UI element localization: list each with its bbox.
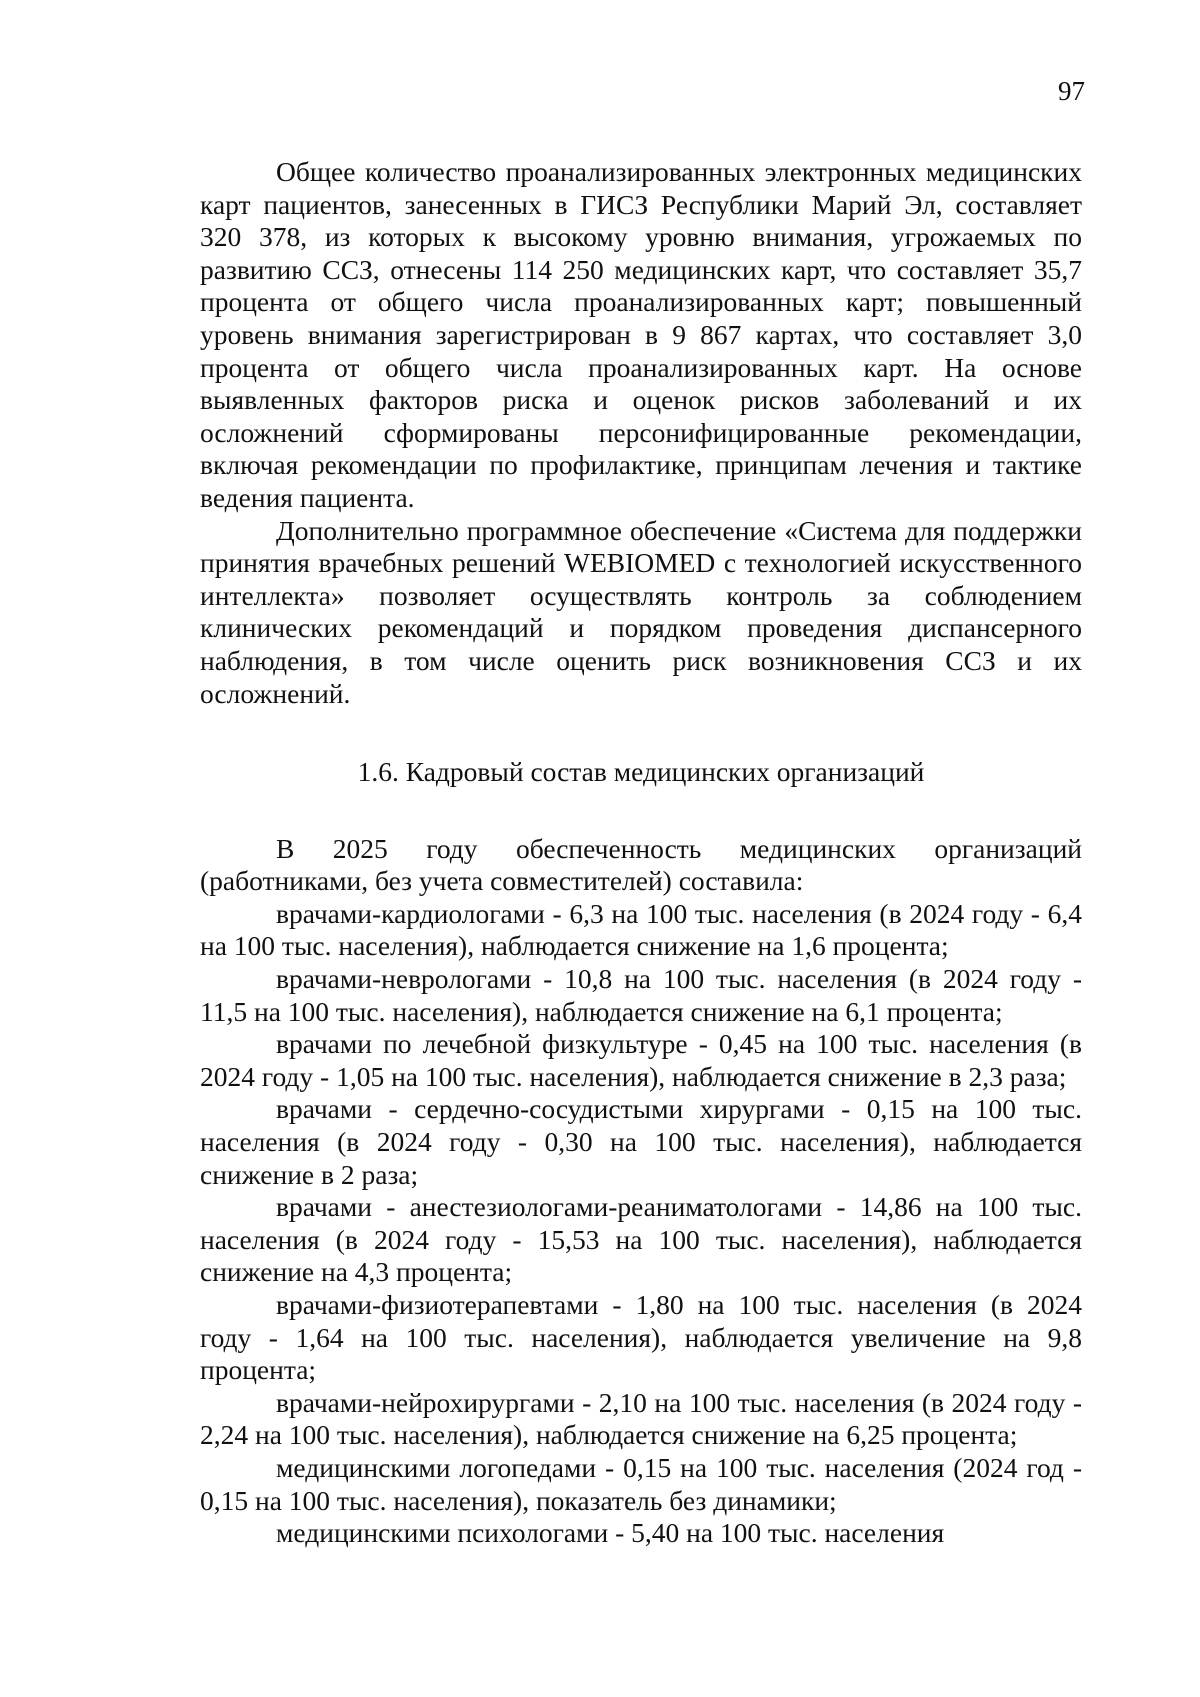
paragraph-neurologists: врачами-неврологами - 10,8 на 100 тыс. населения (в 2024 году - 11,5 на 100 тыс. населения), наблюдается снижение на 6,1 процента; xyxy=(200,963,1082,1027)
paragraph-analyzed-cards: Общее количество проанализированных электронных медицинских карт пациентов, занесенных в ГИСЗ Республики Марий Эл, составляет 320 378, из которых к высокому уровню внимания, угрожаемых по развитию ССЗ, отнесены 114 250 медицинских карт, что составляет 35,7 процента от общего числа проанализированных карт; повышенный уровень внимания зарегистрирован в 9 867 картах, что составляет 3,0 процента от общего числа проанализированных карт. На основе выявленных факторов риска и оценок рисков заболеваний и их осложнений сформированы персонифицированные рекомендации, включая рекомендации по профилактике, принципам лечения и тактике ведения пациента. xyxy=(200,156,1082,513)
document-body xyxy=(200,156,1082,1550)
section-heading: 1.6. Кадровый состав медицинских организаций xyxy=(357,756,925,788)
paragraph-speech-therapists: медицинскими логопедами - 0,15 на 100 тыс. населения (2024 год - 0,15 на 100 тыс. населения), показатель без динамики; xyxy=(200,1451,1082,1516)
paragraph-webiomed: Дополнительно программное обеспечение «Система для поддержки принятия врачебных решений WEBIOMED с технологией искусственного интеллекта» позволяет осуществлять контроль за соблюдением клинических рекомендаций и порядком проведения диспансерного наблюдения, в том числе оценить риск возникновения ССЗ и их осложнений. xyxy=(200,514,1082,709)
paragraph-exercise-therapy: врачами по лечебной физкультуре - 0,45 на 100 тыс. населения (в 2024 году - 1,05 на 100 тыс. населения), наблюдается снижение в 2,3 раза; xyxy=(200,1028,1082,1092)
paragraph-staffing-intro: В 2025 году обеспеченность медицинских организаций (работниками, без учета совместителей) составила: xyxy=(200,832,1082,897)
paragraph-cardiovascular-surgeons: врачами - сердечно-сосудистыми хирургами - 0,15 на 100 тыс. населения (в 2024 году - 0,30 на 100 тыс. населения), наблюдается снижение в 2 раза; xyxy=(200,1093,1082,1190)
page-number: 97 xyxy=(1058,76,1085,106)
paragraph-anesthesiologists: врачами - анестезиологами-реаниматологами - 14,86 на 100 тыс. населения (в 2024 году - 15,53 на 100 тыс. населения), наблюдается снижение на 4,3 процента; xyxy=(200,1191,1082,1288)
paragraph-cardiologists: врачами-кардиологами - 6,3 на 100 тыс. населения (в 2024 году - 6,4 на 100 тыс. населения), наблюдается снижение на 1,6 процента; xyxy=(200,897,1082,962)
paragraph-psychologists: медицинскими психологами - 5,40 на 100 тыс. населения xyxy=(276,1517,945,1549)
paragraph-physiotherapists: врачами-физиотерапевтами - 1,80 на 100 тыс. населения (в 2024 году - 1,64 на 100 тыс. населения), наблюдается увеличение на 9,8 процента; xyxy=(200,1289,1082,1386)
paragraph-neurosurgeons: врачами-нейрохирургами - 2,10 на 100 тыс. населения (в 2024 году - 2,24 на 100 тыс. населения), наблюдается снижение на 6,25 процента; xyxy=(200,1386,1082,1451)
